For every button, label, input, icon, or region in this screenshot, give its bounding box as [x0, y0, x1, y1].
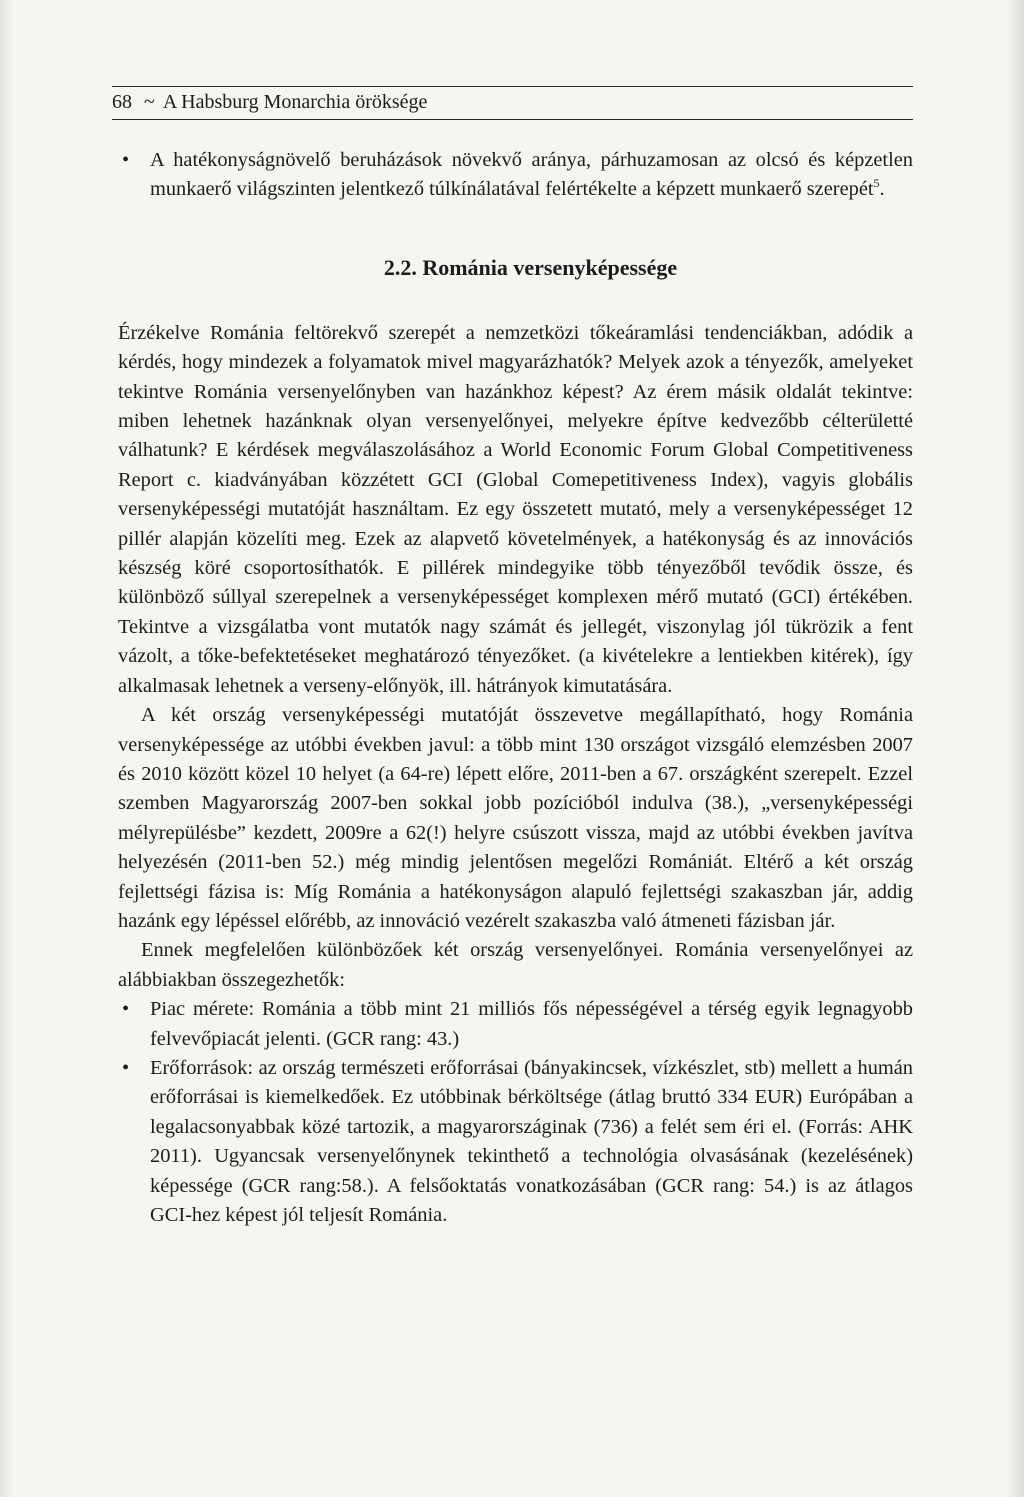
list-item-text: A hatékonyságnövelő beruházások növekvő aránya, párhuzamosan az olcsó és képzetlen munkaerő világszinten jelentkező túlkínálatával felértékelte a képzett munkaerő szerepét — [150, 149, 913, 201]
list-item-text: Erőforrások: az ország természeti erőforrásai (bányakincsek, vízkészlet, stb) mellett a humán erőforrásai is kiemelkedőek. Ez utóbbinak bérköltsége (átlag bruttó 334 EUR) Európában a legalacsonyabbak közé tartozik, a magyarországinak (736) a felét sem éri el. (Forrás: AHK 2011). Ugyancsak versenyelőnynek tekinthető a technológia olvasásának (kezelésének) képessége (GCR rang:58.). A felsőoktatás vonatkozásában (GCR rang: 54.) is az átlagos GCI-hez képest jól teljesít Románia. — [150, 1056, 913, 1226]
list-item — [118, 1054, 913, 1230]
list-item-tail: . — [879, 178, 885, 201]
bullet-marker: • — [122, 149, 130, 171]
scan-edge-left — [0, 0, 14, 1497]
bullet-marker: • — [122, 998, 130, 1021]
running-header — [112, 86, 913, 120]
header-separator: ~ — [144, 91, 155, 113]
page-number: 68 — [112, 91, 132, 113]
paragraph: Érzékelve Románia feltörekvő szerepét a nemzetközi tőkeáramlási tendenciákban, adódik a kérdés, hogy mindezek a folyamatok mivel magyarázhatók? Melyek azok a tényezők, amelyeket tekintve Románia versenyelőnyben van hazánkhoz képest? Az érem másik oldalát tekintve: miben lehetnek hazánknak olyan versenyelőnyei, melyekre építve kedvezőbb célterületté válhatunk? E kérdések megválaszolásához a World Economic Forum Global Competitiveness Report c. kiadványában közzétett GCI (Global Comepetitiveness Index), vagyis globális versenyképességi mutatóját használtam. Ez egy összetett mutató, mely a versenyképességet 12 pillér alapján közelíti meg. Ezek az alapvető követelmények, a hatékonyság és az innovációs készség köré csoportosíthatók. E pillérek mindegyike több tényezőből tevődik össze, és különböző súllyal szerepelnek a versenyképességet komplexen mérő mutató (GCI) értékében. Tekintve a vizsgálatba vont mutatók nagy számát és jellegét, viszonylag jól tükrözik a fent vázolt, a tőke-befektetéseket meghatározó tényezőket. (a kivételekre a lentiekben kitérek), így alkalmasak lehetnek a verseny-előnyök, ill. hátrányok kimutatására. — [118, 321, 913, 697]
list-item-text: Piac mérete: Románia a több mint 21 milliós fős népességével a térség egyik legnagyobb felvevőpiacát jelenti. (GCR rang: 43.) — [150, 998, 913, 1050]
section-heading: 2.2. Románia versenyképessége — [383, 254, 678, 280]
paragraph: Ennek megfelelően különbözőek két ország versenyelőnyei. Románia versenyelőnyei az alábbiakban összegezhetők: — [118, 939, 913, 991]
running-title: A Habsburg Monarchia öröksége — [162, 91, 428, 113]
list-item — [118, 146, 913, 205]
page-body — [118, 146, 913, 1230]
scan-edge-right — [1006, 0, 1024, 1497]
list-item — [118, 995, 913, 1054]
paragraph: A két ország versenyképességi mutatóját összevetve megállapítható, hogy Románia versenyképessége az utóbbi években javul: a több mint 130 országot vizsgáló elemzésben 2007 és 2010 között közel 10 helyet (a 64-re) lépett előre, 2011-ben a 67. országként szerepelt. Ezzel szemben Magyarország 2007-ben sokkal jobb pozícióból indulva (38.), „versenyképességi mélyrepülésbe” kezdett, 2009re a 62(!) helyre csúszott vissza, majd az utóbbi években javítva helyezésén (2011-ben 52.) még mindig jelentősen megelőzi Romániát. Eltérő a két ország fejlettségi fázisa is: Míg Románia a hatékonyságon alapuló fejlettségi szakaszban jár, addig hazánk egy lépéssel előrébb, az innováció vezérelt szakaszba való átmeneti fázisban jár. — [118, 704, 913, 932]
footnote-ref: 5 — [873, 176, 880, 191]
bullet-marker: • — [122, 1056, 130, 1079]
